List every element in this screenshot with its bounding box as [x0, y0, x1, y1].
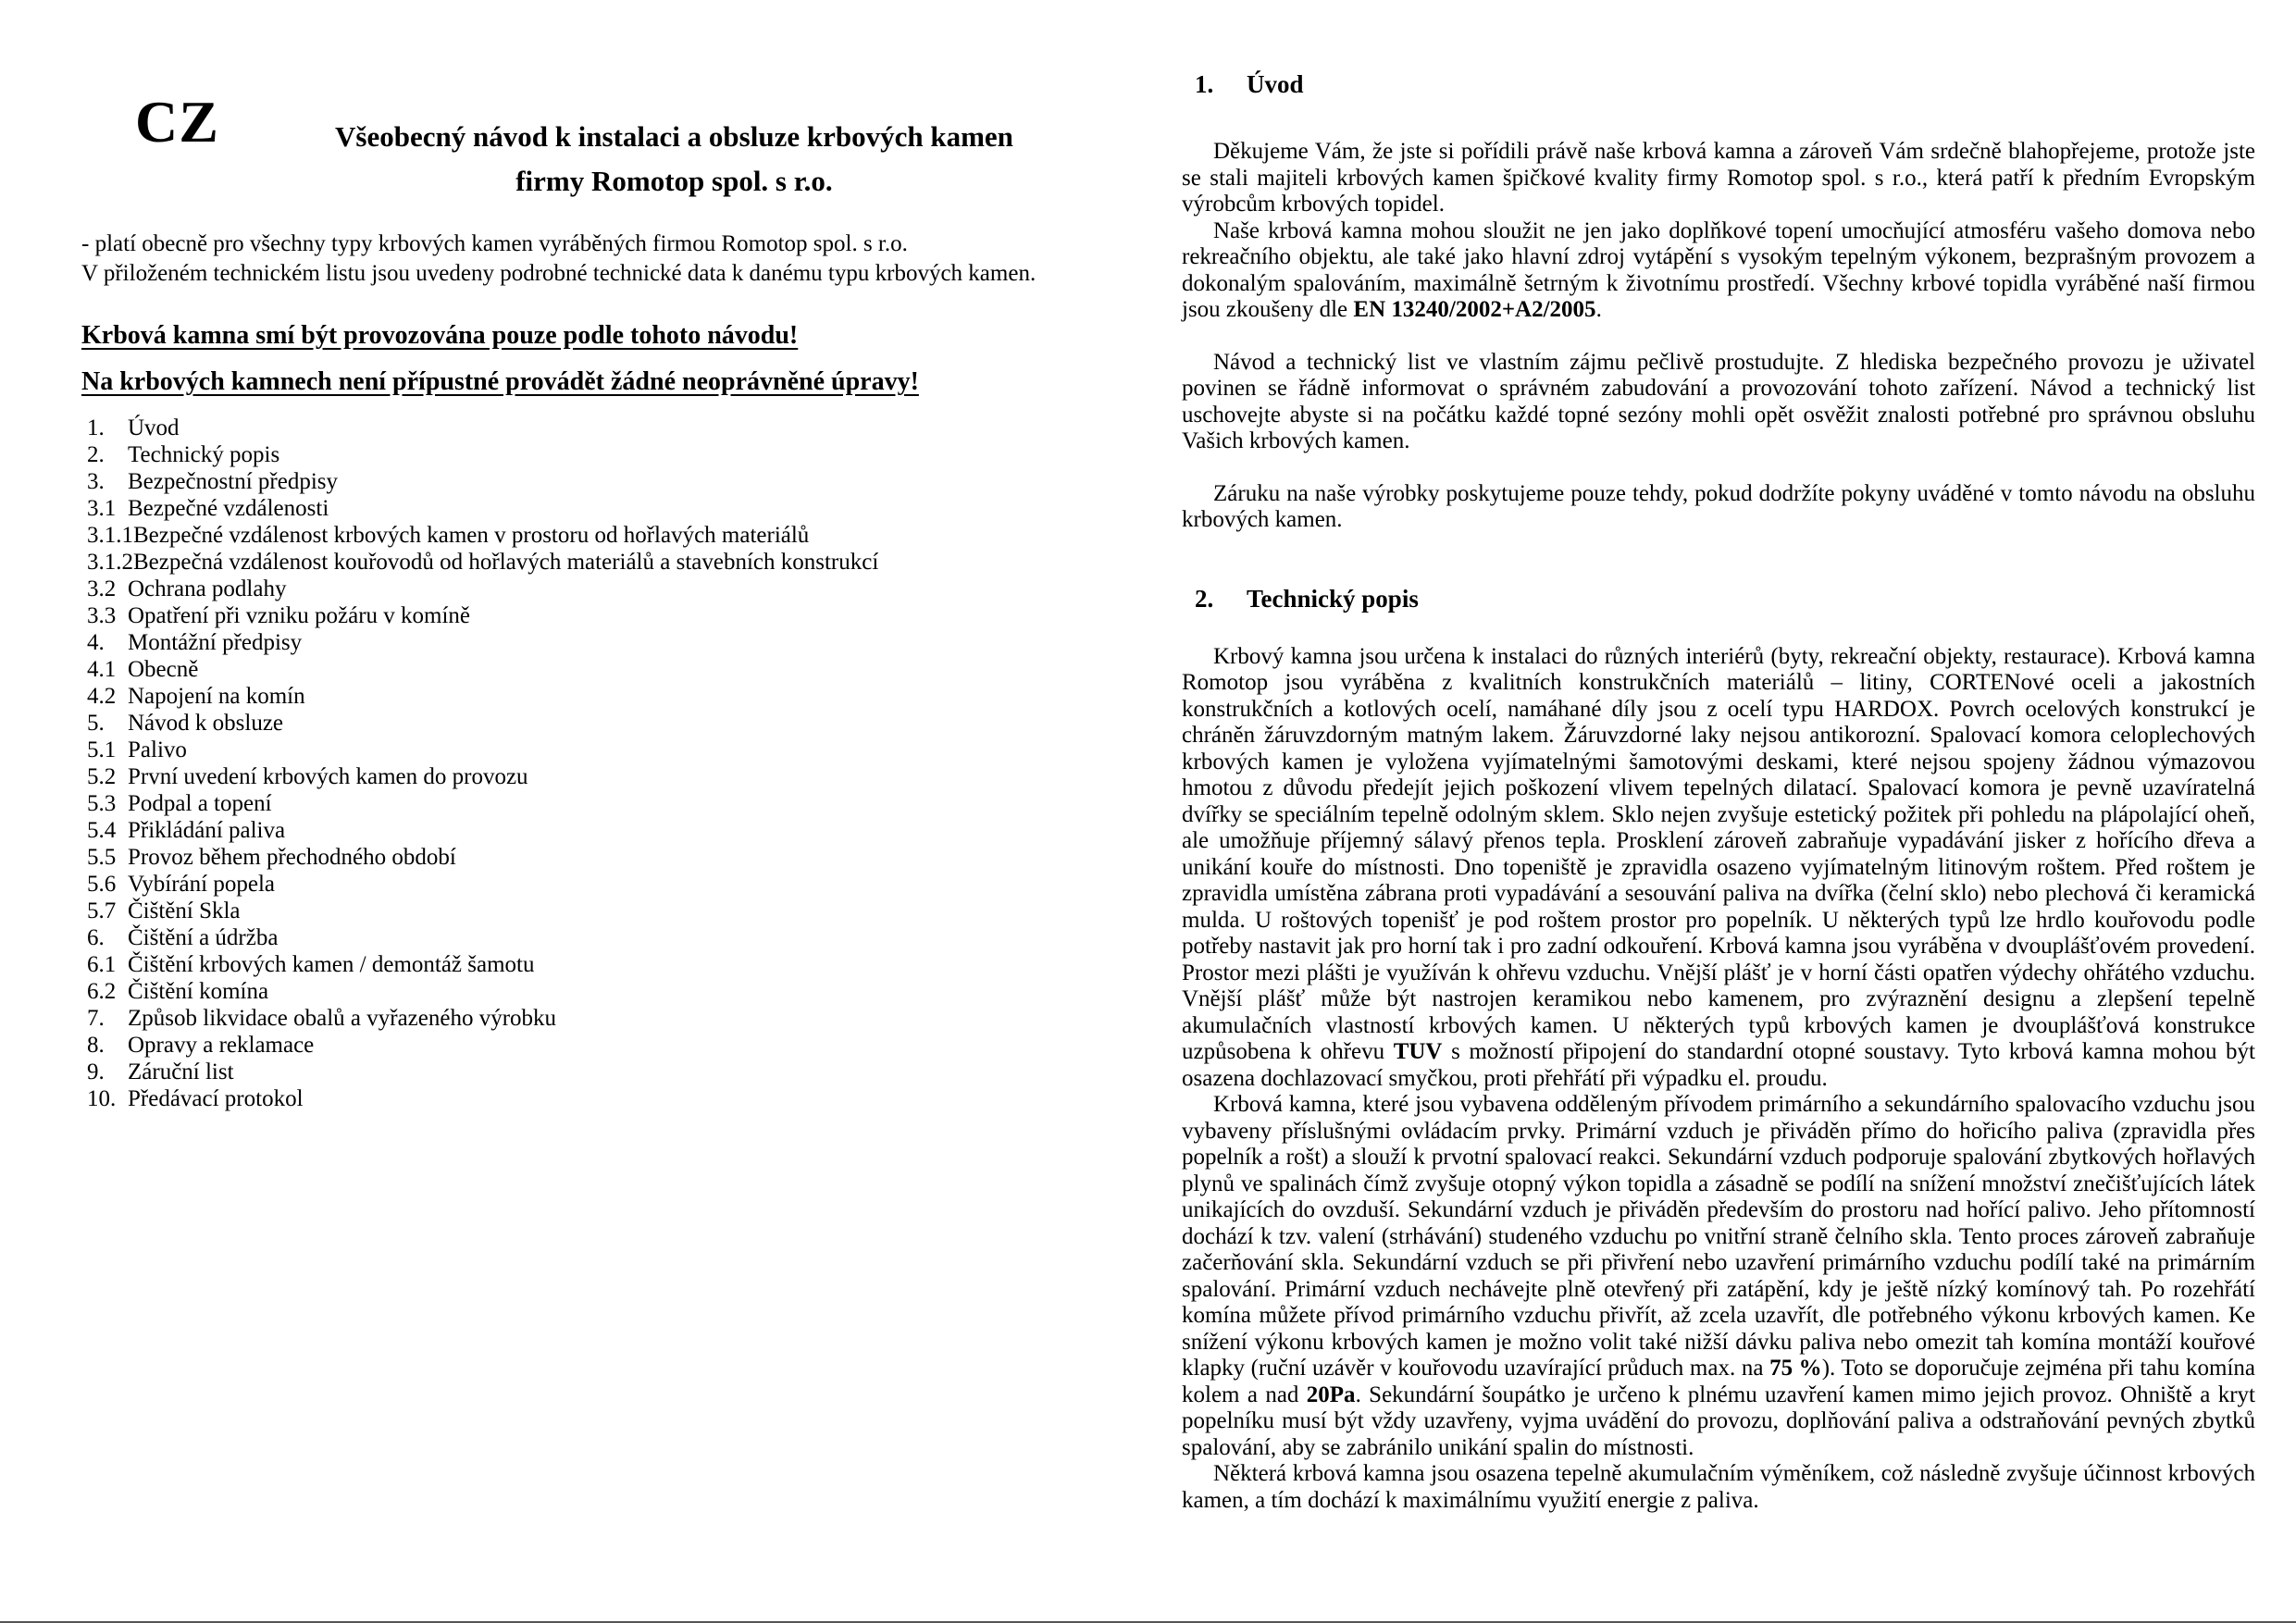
- toc-item-number: 5.1: [87, 737, 117, 762]
- toc-item-label: Vybírání popela: [128, 872, 275, 897]
- toc-item: [87, 576, 1129, 602]
- toc-item-label: První uvedení krbových kamen do provozu: [128, 764, 528, 789]
- toc-item: [87, 978, 1129, 1005]
- toc-item-number: 5.3: [87, 791, 117, 816]
- toc-item: [87, 602, 1129, 629]
- toc-item-number: 8.: [87, 1033, 105, 1058]
- section-title: Technický popis: [1247, 584, 1419, 613]
- toc-item: [87, 710, 1129, 737]
- paragraph: [1182, 139, 2255, 218]
- title-line-2: firmy Romotop spol. s r.o.: [515, 165, 833, 197]
- toc-item: [87, 549, 1129, 576]
- intro-note: [81, 229, 1129, 289]
- toc-item: [87, 737, 1129, 763]
- toc-item-number: 3.1.1: [87, 523, 133, 548]
- percent-value: 75 %: [1769, 1356, 1822, 1381]
- toc-item-number: 3.1: [87, 496, 117, 521]
- paragraph: [1182, 644, 2255, 1093]
- toc-item-number: 3.: [87, 469, 105, 494]
- toc-item-label: Palivo: [128, 737, 187, 762]
- toc-item: [87, 817, 1129, 844]
- toc-item-label: Opatření při vzniku požáru v komíně: [128, 603, 471, 628]
- toc-item-number: 5.6: [87, 872, 117, 897]
- toc-item-label: Podpal a topení: [128, 791, 272, 816]
- toc-item: [87, 683, 1129, 710]
- text-segment: . Sekundární šoupátko je určeno k plnému uzavření kamen mimo jejich provoz. Ohniště a kryt popelníku musí být vždy uzavřeny, vyjma uvádění do provozu, doplňování paliva a odstraňování pevných zbytků spalování, aby se zabránilo unikání spalin do místnosti.: [1182, 1381, 2255, 1460]
- toc-item-number: 2.: [87, 442, 105, 467]
- toc-item-number: 4.: [87, 630, 105, 655]
- toc-item-label: Čištění Skla: [128, 898, 241, 923]
- intro-line-2: V přiloženém technickém listu jsou uvedeny podrobné technické data k danému typu krbových kamen.: [81, 261, 1036, 286]
- title-line-1: Všeobecný návod k instalaci a obsluze krbových kamen: [335, 120, 1013, 153]
- toc-item-number: 5.7: [87, 898, 117, 923]
- intro-line-1: - platí obecně pro všechny typy krbových kamen vyráběných firmou Romotop spol. s r.o.: [81, 231, 908, 256]
- language-code: CZ: [135, 89, 219, 155]
- toc-item: [87, 441, 1129, 468]
- section-number: 1.: [1195, 70, 1214, 98]
- toc-item-label: Přikládání paliva: [128, 818, 286, 843]
- right-column: [1182, 71, 2255, 1514]
- toc-item: [87, 468, 1129, 495]
- toc-item-number: 3.2: [87, 576, 117, 601]
- toc-item-number: 6.: [87, 925, 105, 950]
- text-segment: .: [1595, 297, 1602, 322]
- toc-item-number: 6.2: [87, 979, 117, 1004]
- toc-item-number: 10.: [87, 1086, 117, 1111]
- toc-item-number: 4.2: [87, 684, 117, 709]
- text-segment: Záruku na naše výrobky poskytujeme pouze tehdy, pokud dodržíte pokyny uváděné v tomto návodu na obsluhu krbových kamen.: [1182, 480, 2255, 532]
- tuv-term: TUV: [1393, 1039, 1443, 1064]
- toc-item-label: Návod k obsluze: [128, 711, 284, 736]
- toc-item-label: Bezpečná vzdálenost kouřovodů od hořlavých materiálů a stavebních konstrukcí: [133, 550, 879, 575]
- toc-item-label: Napojení na komín: [128, 684, 305, 709]
- toc-item: [87, 1032, 1129, 1059]
- toc-item-label: Ochrana podlahy: [128, 576, 287, 601]
- toc-item-label: Bezpečné vzdálenosti: [128, 496, 329, 521]
- paragraph: [1182, 481, 2255, 534]
- warning-block: [81, 313, 1129, 405]
- toc-item: [87, 871, 1129, 898]
- toc-item-label: Čištění krbových kamen / demontáž šamotu: [128, 952, 535, 977]
- paragraph: [1182, 218, 2255, 324]
- toc-item-label: Úvod: [128, 415, 180, 440]
- section-heading-technicky-popis: [1195, 586, 2255, 613]
- toc-item-number: 5.4: [87, 818, 117, 843]
- toc-item: [87, 415, 1129, 441]
- text-segment: Krbová kamna, které jsou vybavena odděleným přívodem primárního a sekundárního spalovacího vzduchu jsou vybaveny příslušnými ovládacím prvky. Primární vzduch je přiváděn přímo do hořicího paliva (zpravidla přes popelník a rošt) a slouží k prvotní spalovací reakci. Sekundární vzduch podporuje spalování zbytkových hořlavých plynů ve spalinách čímž zvyšuje otopný výkon topidla a zásadně se podílí na snížení množství znečišťujících látek unikajících do ovzduší. Sekundární vzduch je přiváděn především do prostoru nad hořící palivo. Jeho přítomností dochází k tzv. valení (strhávání) studeného vzduchu po vnitřní straně čelního skla. Tento proces zároveň zabraňuje začerňování skla. Sekundární vzduch se při přivření nebo uzavření primárního vzduchu podílí také na primárním spalování. Primární vzduch nechávejte plně otevřený při zatápění, kdy je ještě nízký komínový tah. Po rozehřátí komína můžete přívod primárního vzduchu přivřít, až zcela uzavřít, dle potřebného výkonu krbových kamen. Ke snížení výkonu krbových kamen je možno volit také nižší dávku paliva nebo omezit tah komína montáží kouřové klapky (ruční uzávěr v kouřovodu uzavírající průduch max. na: [1182, 1092, 2255, 1381]
- toc-item: [87, 1085, 1129, 1112]
- toc-item-label: Záruční list: [128, 1059, 234, 1084]
- text-segment: ). Toto se doporučuje zejména při tahu komína kolem a nad: [1182, 1356, 2255, 1407]
- paragraph: [1182, 1092, 2255, 1461]
- text-segment: Některá krbová kamna jsou osazena tepelně akumulačním výměníkem, což následně zvyšuje účinnost krbových kamen, a tím dochází k maximálnímu využití energie z paliva.: [1182, 1461, 2255, 1513]
- toc-item: [87, 522, 1129, 549]
- toc-item-number: 3.1.2: [87, 550, 133, 575]
- toc-item: [87, 656, 1129, 683]
- toc-item-label: Čištění a údržba: [128, 925, 279, 950]
- toc-item-number: 5.2: [87, 764, 117, 789]
- text-segment: Naše krbová kamna mohou sloužit ne jen jako doplňkové topení umocňující atmosféru vašeho domova nebo rekreačního objektu, ale také jako hlavní zdroj vytápění s vysokým tepelným výkonem, bezprašným provozem a dokonalým spalováním, maximálně šetrným k životnímu prostředí. Všechny krbové topidla vyráběné naší firmou jsou zkoušeny dle: [1182, 217, 2255, 322]
- text-segment: Návod a technický list ve vlastním zájmu pečlivě prostudujte. Z hlediska bezpečného provozu je uživatel povinen se řádně informovat o správném zabudování a provozování tohoto zařízení. Návod a technický list uschovejte abyste si na počátku každé topné sezóny mohli opět osvěžit znalosti potřebné pro správnou obsluhu Vašich krbových kamen.: [1182, 349, 2255, 453]
- text-segment: Krbový kamna jsou určena k instalaci do různých interiérů (byty, rekreační objekty, restaurace). Krbová kamna Romotop jsou vyráběna z kvalitních konstrukčních materiálů – litiny, CORTENové oceli a jakostních konstrukčních a kotlových ocelí, namáhané díly jsou z ocelí typu HARDOX. Povrch ocelových konstrukcí je chráněn žáruvzdorným matným lakem. Žáruvzdorné laky nejsou antikorozní. Spalovací komora celoplechových krbových kamen je vyložena vyjímatelnými šamotovými deskami, které nejsou spojeny žádnou výmazovou hmotou z důvodu předejít jejich poškození vlivem tepelných dilatací. Spalovací komora je pevně uzavíratelná dvířky se speciálním tepelně odolným sklem. Sklo nejen zvyšuje estetický požitek při pohledu na plápolající oheň, ale umožňuje příjemný sálavý přenos tepla. Prosklení zároveň zabraňuje vypadávání jisker z hořícího dřeva a unikání kouře do místnosti. Dno topeniště je zpravidla osazeno vyjímatelným litinovým roštem. Před roštem je zpravidla umístěna zábrana proti vypadávání a sesouvání paliva na dvířka (čelní sklo) nebo plechová či keramická mulda. U roštových topenišť je pod roštem prostor pro popelník. U některých typů lze hrdlo kouřovodu podle potřeby nastavit jak pro horní tak i pro zadní odkouření. Krbová kamna jsou vyráběna v dvouplášťovém provedení. Prostor mezi plášti je využíván k ohřevu vzduchu. Vnější plášť je v horní části opatřen výdechy ohřátého vzduchu. Vnější plášť může být nastrojen keramikou nebo kamenem, pro zvýraznění designu a zlepšení tepelně akumulačních vlastností krbových kamen. U některých typů krbových kamen je dvouplášťová konstrukce uzpůsobena k ohřevu: [1182, 643, 2255, 1064]
- toc-item-label: Obecně: [128, 657, 199, 682]
- toc-item-label: Způsob likvidace obalů a vyřazeného výrobku: [128, 1006, 557, 1031]
- toc-item-label: Provoz během přechodného období: [128, 845, 456, 870]
- toc-item-number: 1.: [87, 415, 105, 440]
- toc-item: [87, 763, 1129, 790]
- toc-item-label: Bezpečné vzdálenost krbových kamen v prostoru od hořlavých materiálů: [133, 523, 810, 548]
- toc-item: [87, 495, 1129, 522]
- norm-reference: EN 13240/2002+A2/2005: [1353, 297, 1596, 322]
- toc-item: [87, 951, 1129, 978]
- toc-item-label: Technický popis: [128, 442, 280, 467]
- toc-item-label: Montážní předpisy: [128, 630, 303, 655]
- toc-item: [87, 1059, 1129, 1085]
- toc-item-label: Předávací protokol: [128, 1086, 304, 1111]
- document-title: [219, 115, 1129, 204]
- toc-item-label: Bezpečnostní předpisy: [128, 469, 339, 494]
- toc-item: [87, 629, 1129, 656]
- toc-item-number: 5.5: [87, 845, 117, 870]
- warning-line: Krbová kamna smí být provozována pouze podle tohoto návodu!: [81, 321, 799, 350]
- toc-item-label: Opravy a reklamace: [128, 1033, 315, 1058]
- toc-item-number: 3.3: [87, 603, 117, 628]
- toc-item: [87, 924, 1129, 951]
- toc-item-number: 6.1: [87, 952, 117, 977]
- toc-item-number: 5.: [87, 711, 105, 736]
- paragraph: [1182, 1461, 2255, 1514]
- toc-item-label: Čištění komína: [128, 979, 269, 1004]
- text-segment: Děkujeme Vám, že jste si pořídili právě naše krbová kamna a zároveň Vám srdečně blahopřejeme, protože jste se stali majiteli krbových kamen špičkové kvality firmy Romotop spol. s r.o., která patří k předním Evropským výrobcům krbových topidel.: [1182, 139, 2255, 217]
- text-segment: s možností připojení do standardní otopné soustavy. Tyto krbová kamna mohou být osazena dochlazovací smyčkou, proti přehřátí při výpadku el. proudu.: [1182, 1039, 2255, 1091]
- warning-line: Na krbových kamnech není přípustné provádět žádné neoprávněné úpravy!: [81, 367, 919, 396]
- section-number: 2.: [1195, 584, 1214, 613]
- left-column: [81, 89, 1129, 1112]
- document-header: [81, 89, 1129, 204]
- toc-item: [87, 790, 1129, 817]
- toc-item-number: 4.1: [87, 657, 117, 682]
- toc-item-number: 9.: [87, 1059, 105, 1084]
- section-heading-uvod: [1195, 71, 2255, 98]
- toc-item: [87, 1005, 1129, 1032]
- toc-item: [87, 898, 1129, 924]
- toc-item: [87, 844, 1129, 871]
- paragraph: [1182, 350, 2255, 455]
- pressure-value: 20Pa: [1306, 1381, 1356, 1407]
- section-title: Úvod: [1247, 70, 1304, 98]
- toc-item-number: 7.: [87, 1006, 105, 1031]
- table-of-contents: [81, 415, 1129, 1112]
